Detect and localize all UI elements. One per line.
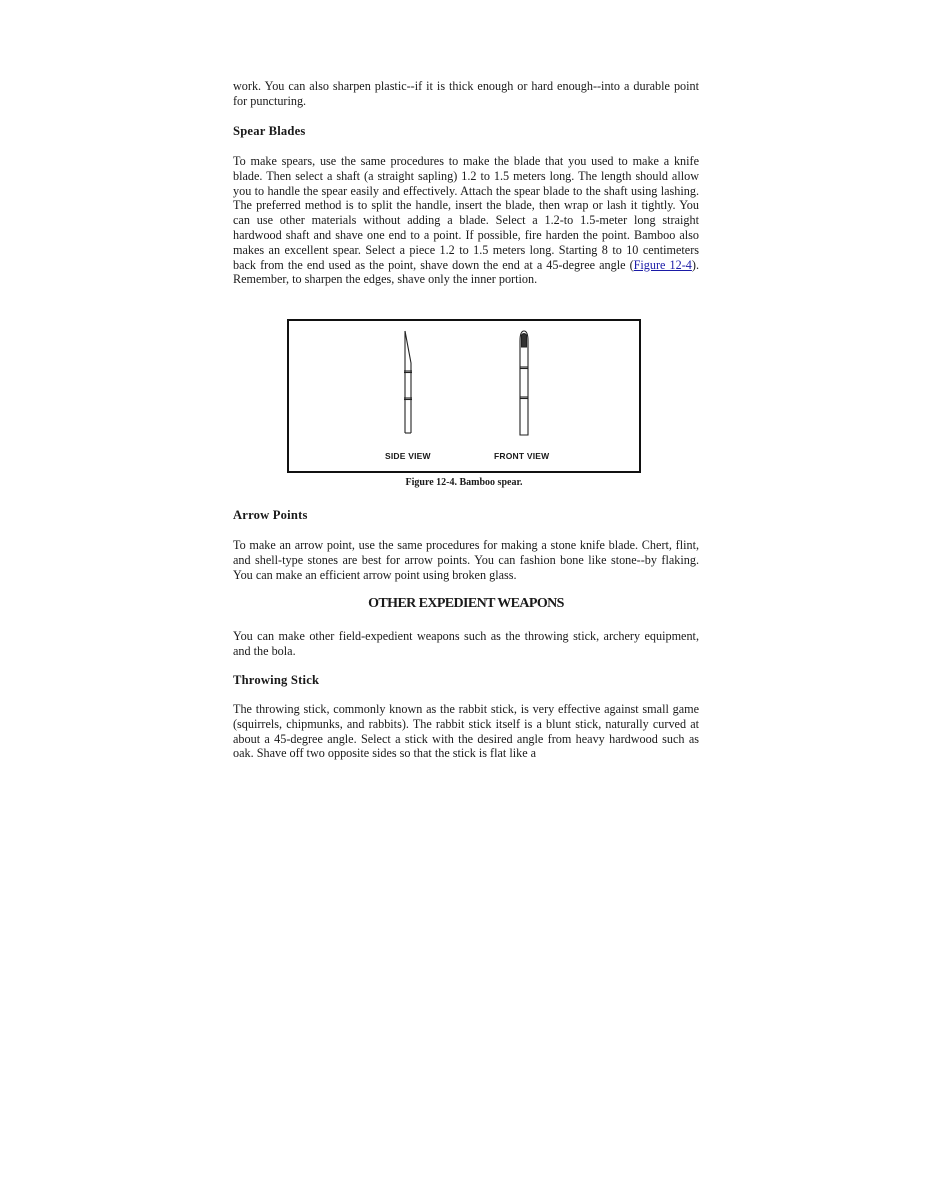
- heading-other-weapons: OTHER EXPEDIENT WEAPONS: [368, 596, 564, 611]
- figure-caption: Figure 12-4. Bamboo spear.: [405, 477, 523, 488]
- spear-text-part1: To make spears, use the same procedures to make the blade that you used to make a knife blade. Then select a shaft (a straight sapling) 1.2 to 1.5 meters long. The length should allow you to handle the spear easily and effectively. Attach the spear blade to the shaft using lashing. The preferred method is to split the handle, insert the blade, then wrap or lash it tightly. You can use other materials without adding a blade. Select a 1.2-to 1.5-meter long straight hardwood shaft and shave one end to a point. If possible, fire harden the point. Bamboo also makes an excellent spear. Select a piece 1.2 to 1.5 meters long. Starting 8 to 10 centimeters back from the end used as the point, shave down the end at a 45-degree angle (: [233, 154, 699, 272]
- arrow-paragraph: To make an arrow point, use the same procedures for making a stone knife blade. Chert, flint, and shell-type stones are best for arrow points. You can fashion bone like stone--by flaking. You can make an efficient arrow point using broken glass.: [233, 538, 699, 582]
- figure-12-4-link[interactable]: Figure 12-4: [633, 257, 692, 272]
- figure-12-4: [287, 319, 641, 473]
- spear-paragraph: [233, 154, 699, 287]
- side-view-label: SIDE VIEW: [385, 451, 431, 461]
- other-weapons-paragraph: You can make other field-expedient weapons such as the throwing stick, archery equipment, and the bola.: [233, 629, 699, 658]
- spear-text-part2: ). Remember, to sharpen the edges, shave only the inner portion.: [233, 257, 699, 287]
- intro-paragraph: work. You can also sharpen plastic--if it is thick enough or hard enough--into a durable point for puncturing.: [233, 79, 699, 108]
- heading-spear-blades: Spear Blades: [233, 124, 306, 138]
- throwing-stick-paragraph: The throwing stick, commonly known as the rabbit stick, is very effective against small game (squirrels, chipmunks, and rabbits). The rabbit stick itself is a blunt stick, naturally curved at about a 45-degree angle. Select a stick with the desired angle from heavy hardwood such as oak. Shave off two opposite sides so that the stick is flat like a: [233, 702, 699, 761]
- heading-arrow-points: Arrow Points: [233, 508, 308, 522]
- side-view-spear: [404, 331, 412, 433]
- front-view-spear: [520, 331, 528, 435]
- heading-throwing-stick: Throwing Stick: [233, 673, 320, 687]
- bamboo-spear-drawing: [289, 321, 639, 471]
- front-view-label: FRONT VIEW: [494, 451, 550, 461]
